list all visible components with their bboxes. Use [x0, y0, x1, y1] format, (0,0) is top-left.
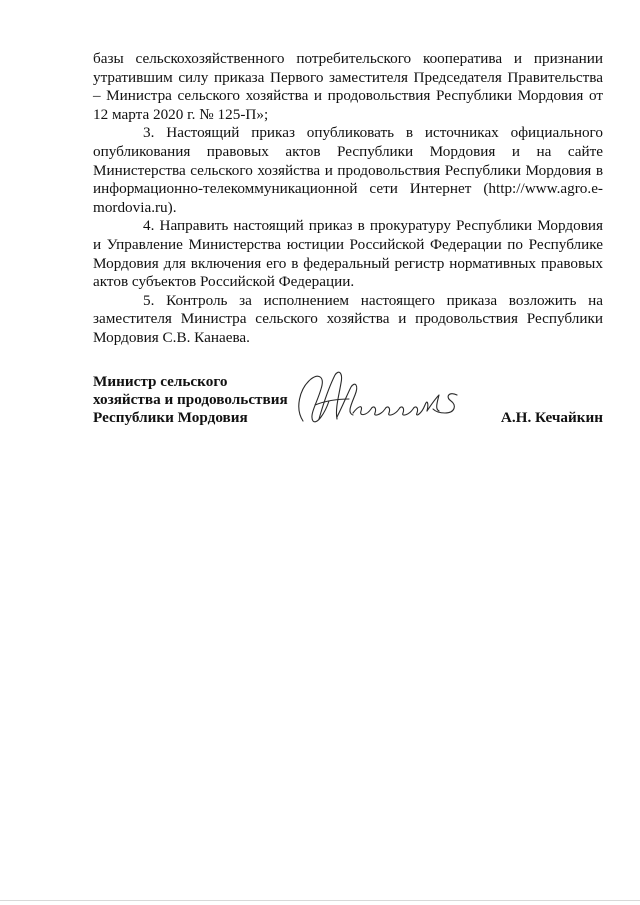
handwritten-signature [289, 365, 469, 427]
signer-position-line-1: Министр сельского [93, 373, 228, 390]
signature-block [93, 373, 603, 433]
page-bottom-edge [0, 900, 640, 901]
paragraph-continuation: базы сельскохозяйственного потребительского кооператива и признании утратившим силу приказа Первого заместителя Председателя Правительства – Министра сельского хозяйства и продовольствия Республики Мордовия от 12 марта 2020 г. № 125-П»; [93, 50, 603, 123]
signer-position-line-3: Республики Мордовия [93, 409, 248, 426]
signer-position [93, 373, 288, 427]
signer-name: А.Н. Кечайкин [500, 409, 603, 426]
paragraph-item-4: 4. Направить настоящий приказ в прокуратуру Республики Мордовия и Управление Министерства юстиции Российской Федерации по Республике Мордовия для включения его в федеральный регистр нормативных правовых актов субъектов Российской Федерации. [93, 217, 603, 291]
paragraph-item-5: 5. Контроль за исполнением настоящего приказа возложить на заместителя Министра сельского хозяйства и продовольствия Республики Мордовия С.В. Канаева. [93, 291, 603, 346]
document-body [93, 50, 603, 348]
signer-position-line-2: хозяйства и продовольствия [93, 391, 288, 408]
paragraph-item-3: 3. Настоящий приказ опубликовать в источниках официального опубликования правовых актов Республики Мордовия и на сайте Министерства сельского хозяйства и продовольствия Республики Мордовия в информационно-телекоммуникационной сети Интернет (http://www.agro.e-mordovia.ru). [93, 124, 603, 216]
